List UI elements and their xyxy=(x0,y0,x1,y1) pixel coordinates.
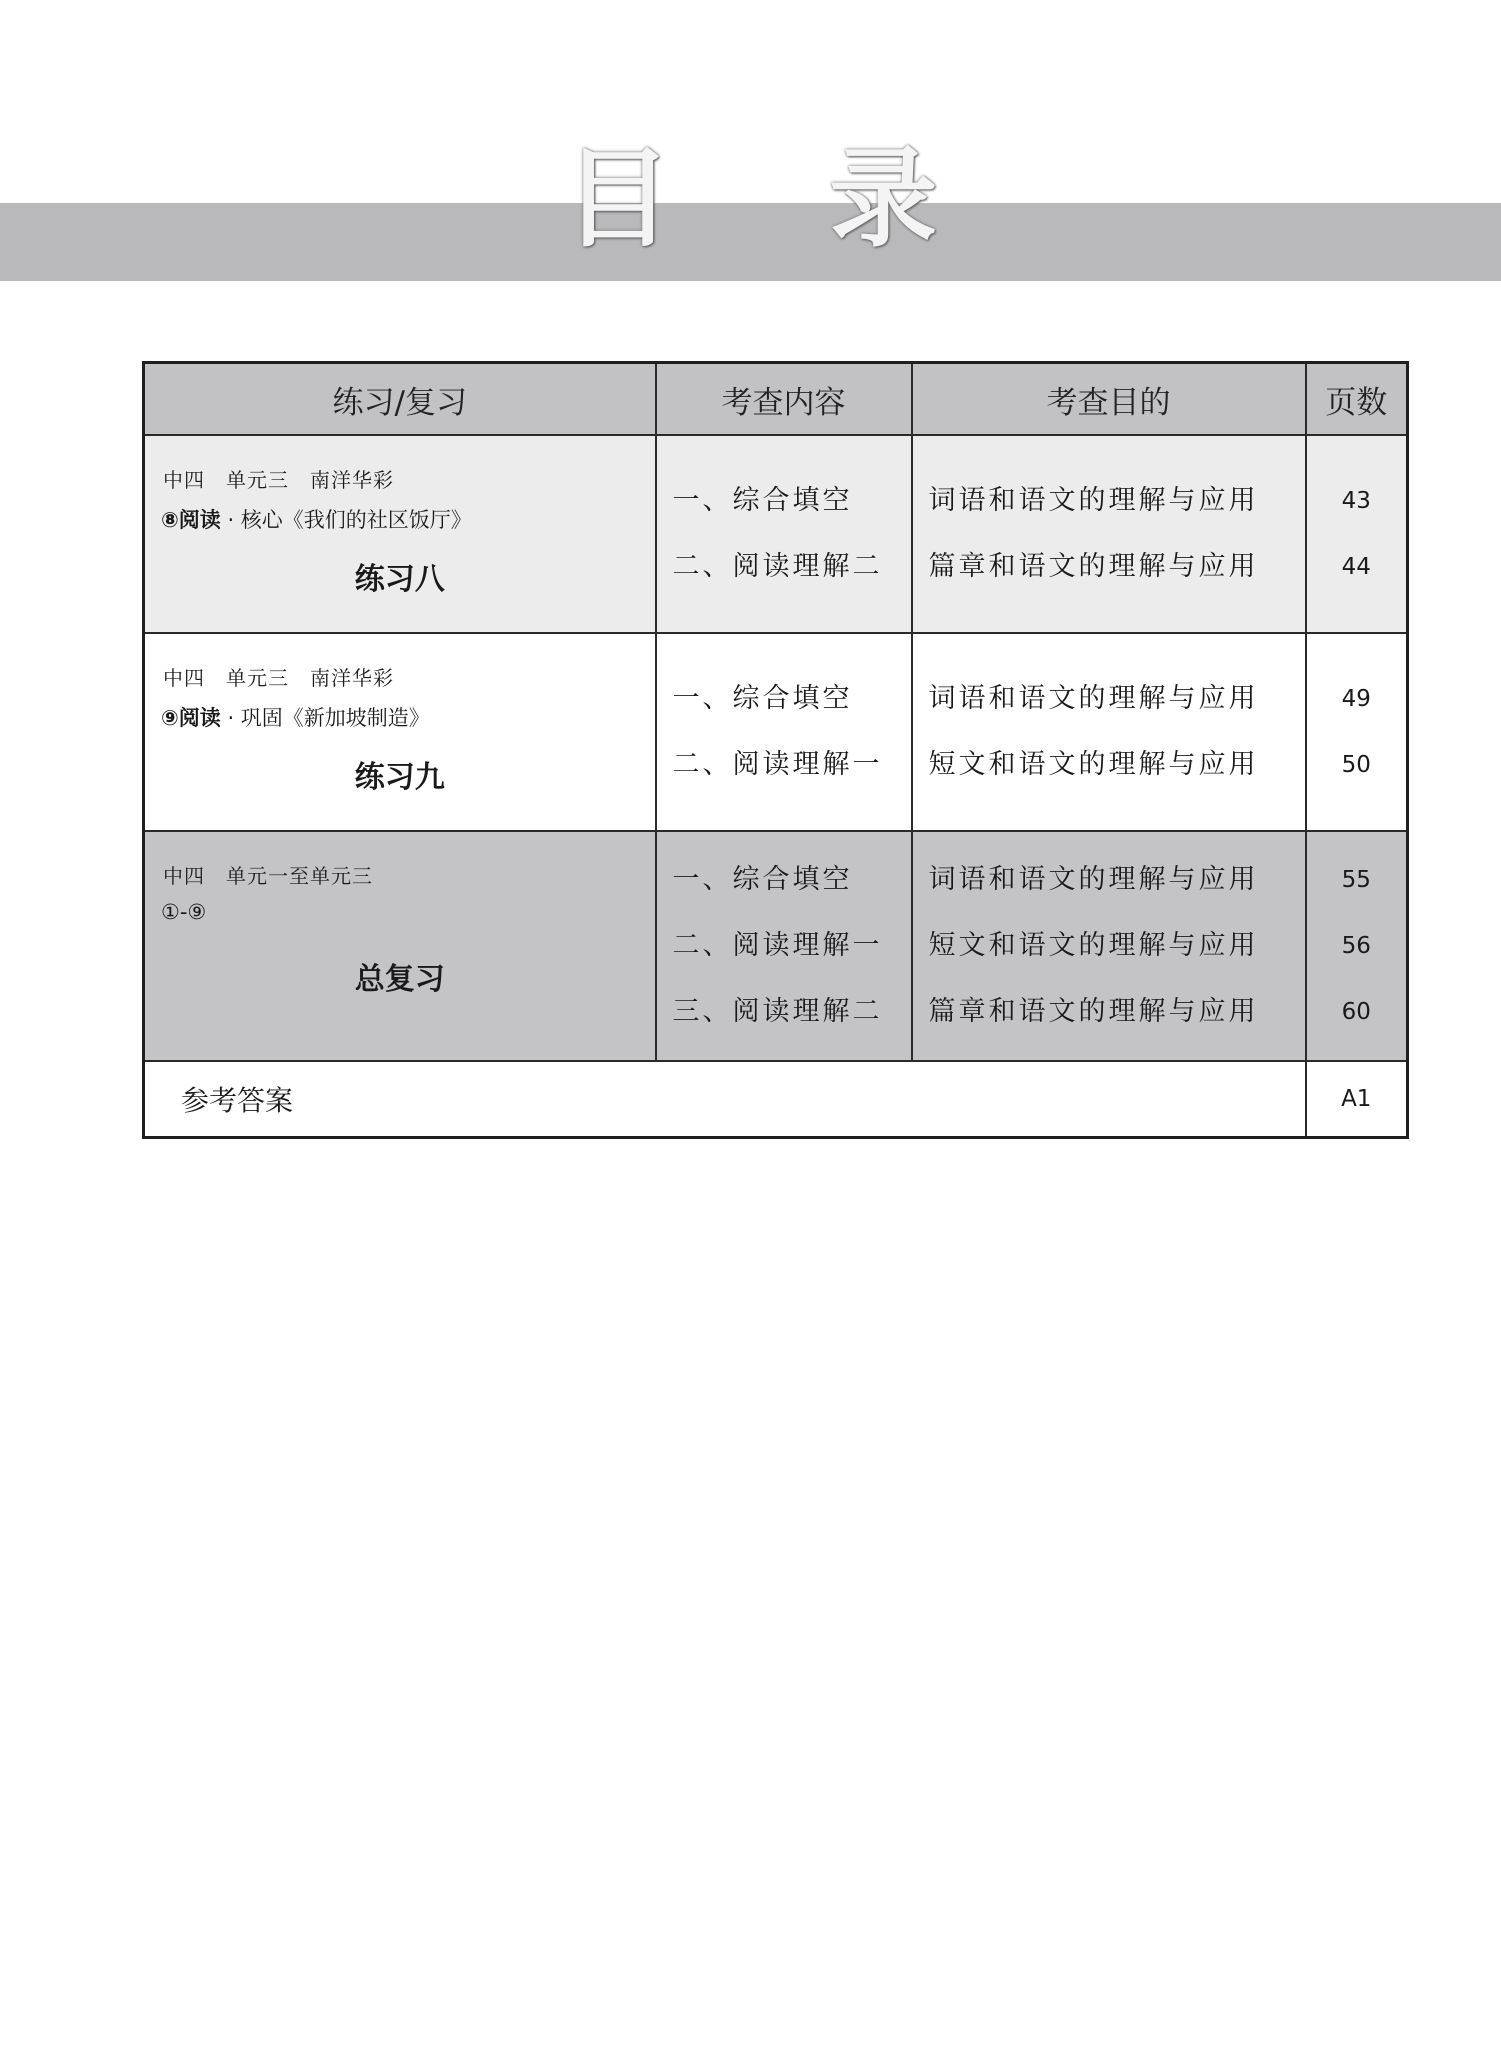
purpose-item: 词语和语文的理解与应用 xyxy=(928,485,1259,516)
lesson-label: ①-⑨ xyxy=(161,900,207,924)
content-cell xyxy=(656,435,912,633)
purpose-item: 篇章和语文的理解与应用 xyxy=(928,996,1259,1027)
pages-cell xyxy=(1306,831,1408,1061)
page-number[interactable]: 50 xyxy=(1341,752,1371,778)
page-number[interactable]: 49 xyxy=(1341,686,1371,712)
lesson-label: ⑧阅读 · 核心《我们的社区饭厅》 xyxy=(161,508,472,532)
purpose-cell xyxy=(912,633,1306,831)
content-cell xyxy=(656,831,912,1061)
purpose-item: 词语和语文的理解与应用 xyxy=(928,864,1259,895)
pages-cell xyxy=(1306,435,1408,633)
header-exercise: 练习/复习 xyxy=(144,363,656,436)
purpose-cell xyxy=(912,831,1306,1061)
table-row xyxy=(144,435,1408,633)
content-item: 一、综合填空 xyxy=(672,683,853,714)
exercise-cell xyxy=(144,831,656,1061)
page-number[interactable]: 56 xyxy=(1341,933,1371,959)
unit-label: 中四 单元三 南洋华彩 xyxy=(163,666,394,690)
toc-table xyxy=(142,361,1409,1139)
exercise-name[interactable]: 总复习 xyxy=(354,962,445,997)
content-item: 二、阅读理解一 xyxy=(672,749,883,780)
page-title: 目 录 xyxy=(563,137,998,262)
lesson-label: ⑨阅读 · 巩固《新加坡制造》 xyxy=(161,706,430,730)
header-pages: 页数 xyxy=(1306,363,1408,436)
answers-row xyxy=(144,1061,1408,1138)
exercise-cell xyxy=(144,633,656,831)
exercise-name[interactable]: 练习九 xyxy=(354,760,445,795)
unit-label: 中四 单元一至单元三 xyxy=(163,864,373,888)
table-row xyxy=(144,831,1408,1061)
page-number[interactable]: 60 xyxy=(1341,999,1371,1025)
content-item: 二、阅读理解一 xyxy=(672,930,883,961)
header-content: 考查内容 xyxy=(656,363,912,436)
content-item: 二、阅读理解二 xyxy=(672,551,883,582)
page-number[interactable]: 44 xyxy=(1341,554,1371,580)
page-number[interactable]: 55 xyxy=(1341,867,1371,893)
exercise-name[interactable]: 练习八 xyxy=(354,562,445,597)
table-row xyxy=(144,633,1408,831)
table-header-row xyxy=(144,363,1408,436)
purpose-item: 短文和语文的理解与应用 xyxy=(928,749,1259,780)
page-number[interactable]: 43 xyxy=(1341,488,1371,514)
answers-page[interactable]: A1 xyxy=(1306,1061,1408,1138)
purpose-item: 篇章和语文的理解与应用 xyxy=(928,551,1259,582)
purpose-item: 短文和语文的理解与应用 xyxy=(928,930,1259,961)
purpose-item: 词语和语文的理解与应用 xyxy=(928,683,1259,714)
pages-cell xyxy=(1306,633,1408,831)
content-item: 一、综合填空 xyxy=(672,485,853,516)
unit-label: 中四 单元三 南洋华彩 xyxy=(163,468,394,492)
purpose-cell xyxy=(912,435,1306,633)
answers-label[interactable]: 参考答案 xyxy=(144,1061,1306,1138)
header-purpose: 考查目的 xyxy=(912,363,1306,436)
content-cell xyxy=(656,633,912,831)
exercise-cell xyxy=(144,435,656,633)
content-item: 一、综合填空 xyxy=(672,864,853,895)
content-item: 三、阅读理解二 xyxy=(672,996,883,1027)
